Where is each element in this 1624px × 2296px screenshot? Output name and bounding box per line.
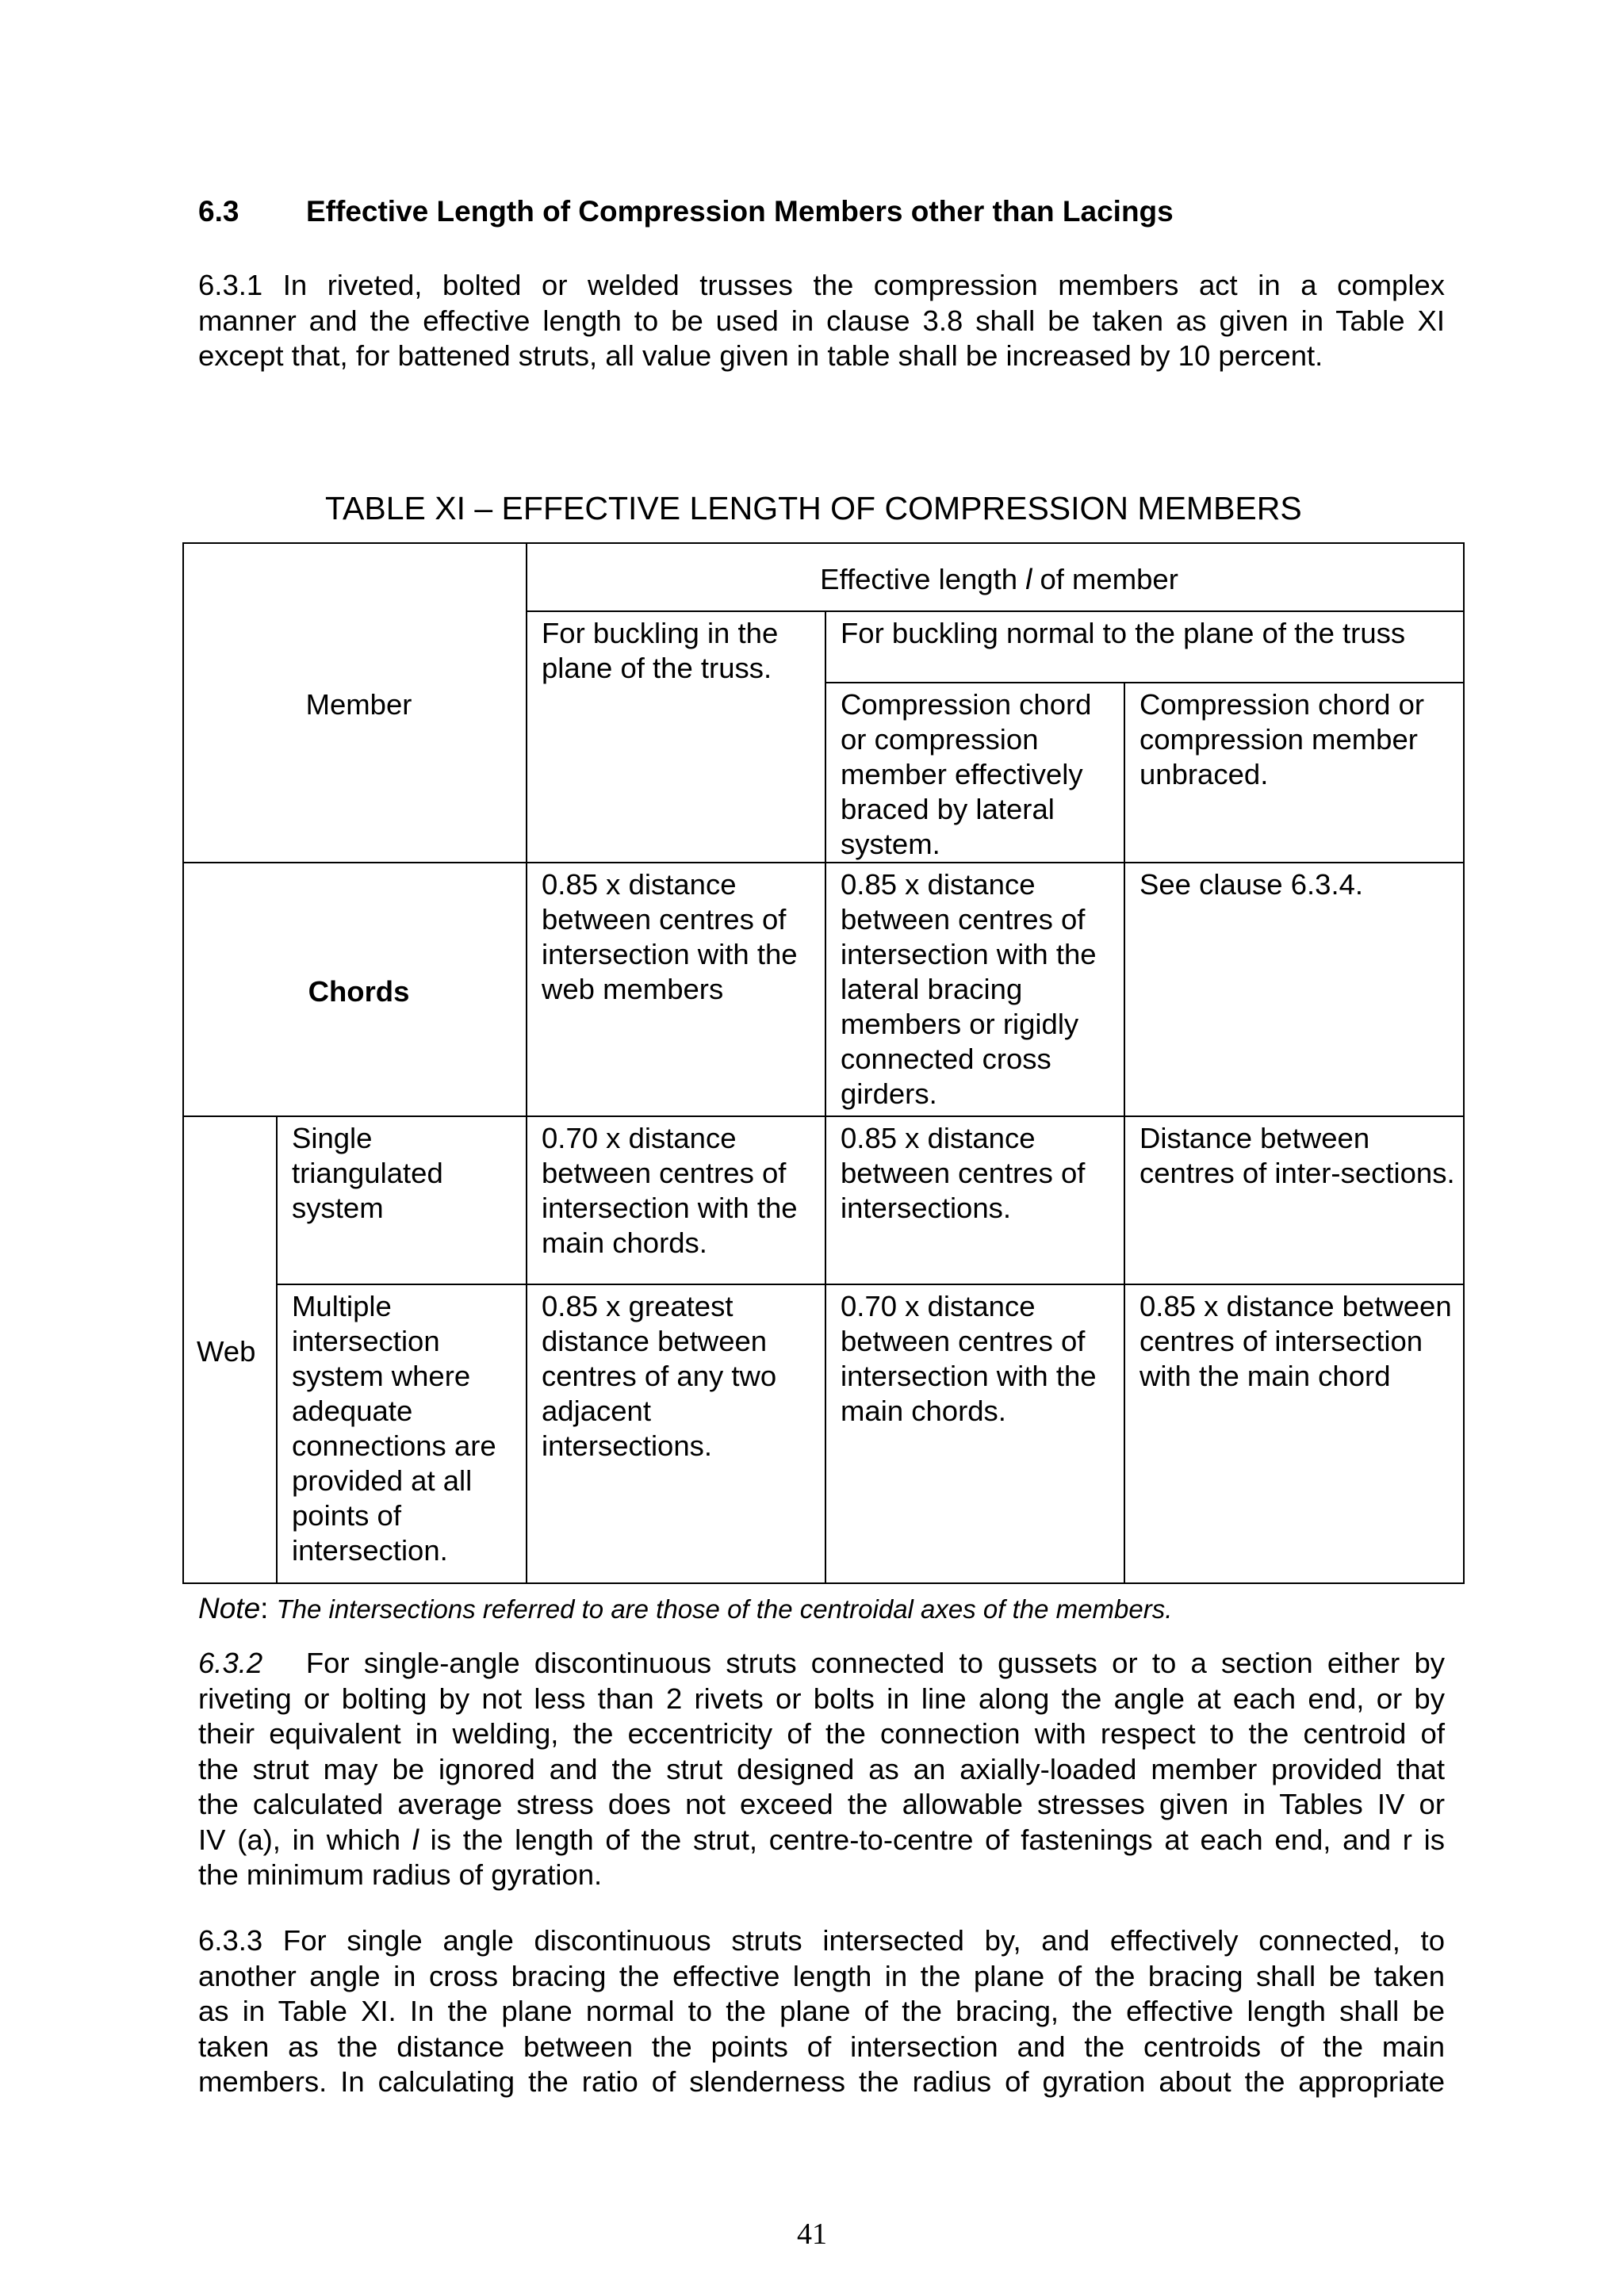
page-number: 41	[797, 2218, 827, 2251]
multiple-unbraced: 0.85 x distance between centres of intersection with the main chord	[1124, 1284, 1464, 1583]
header-unbraced: Compression chord or compression member unbraced.	[1124, 683, 1464, 863]
clause-number: 6.3.2	[198, 1647, 263, 1679]
section-title: Effective Length of Compression Members other than Lacings	[306, 195, 1174, 228]
header-effective-text: Effective length	[820, 562, 1026, 595]
paragraph-line: taken as the distance between the points of intersection and the centroids of the main	[198, 2030, 1445, 2063]
header-effective-length	[527, 543, 1464, 611]
paragraph-line-text: For single-angle discontinuous struts connected to gussets or to a section either by	[305, 1647, 1445, 1679]
paragraph-line: 6.3.1 In riveted, bolted or welded trusses the compression members act in a complex	[198, 269, 1445, 301]
chords-unbraced: See clause 6.3.4.	[1124, 863, 1464, 1116]
section-heading	[198, 195, 1174, 228]
section-number: 6.3	[198, 195, 239, 228]
effective-length-table	[182, 542, 1465, 1584]
header-braced: Compression chord or compression member effectively braced by lateral system.	[825, 683, 1124, 863]
chords-in-plane: 0.85 x distance between centres of intersection with the web members	[527, 863, 825, 1116]
length-symbol: l	[412, 1823, 419, 1856]
paragraph-line: 6.3.3 For single angle discontinuous struts intersected by, and effectively connected, to	[198, 1924, 1445, 1957]
multiple-intersection-label: Multiple intersection system where adequate connections are provided at all points of intersection.	[277, 1284, 527, 1583]
single-braced: 0.85 x distance between centres of intersections.	[825, 1116, 1124, 1284]
paragraph-line: their equivalent in welding, the eccentricity of the connection with respect to the centroid of	[198, 1717, 1445, 1750]
single-triangulated-label: Single triangulated system	[277, 1116, 527, 1284]
paragraph-line	[198, 1646, 1445, 1682]
row-web-label: Web	[183, 1116, 277, 1583]
paragraph-6-3-2	[198, 1646, 1445, 1893]
header-member: Member	[183, 543, 527, 863]
multiple-braced: 0.70 x distance between centres of intersection with the main chords.	[825, 1284, 1124, 1583]
paragraph-line: the minimum radius of gyration.	[198, 1858, 603, 1891]
note-text: The intersections referred to are those of the centroidal axes of the members.	[276, 1594, 1173, 1624]
paragraph-line: the calculated average stress does not exceed the allowable stresses given in Tables IV or	[198, 1788, 1445, 1820]
paragraph-6-3-1	[198, 268, 1445, 374]
table-title: TABLE XI – EFFECTIVE LENGTH OF COMPRESSION MEMBERS	[325, 490, 1302, 526]
header-in-plane: For buckling in the plane of the truss.	[527, 611, 825, 863]
paragraph-line-text: is the length of the strut, centre-to-centre of fastenings at each end, and r is	[418, 1823, 1445, 1856]
single-unbraced: Distance between centres of inter-sections.	[1124, 1116, 1464, 1284]
paragraph-line: manner and the effective length to be used in clause 3.8 shall be taken as given in Table XI	[198, 304, 1445, 337]
multiple-in-plane: 0.85 x greatest distance between centres of any two adjacent intersections.	[527, 1284, 825, 1583]
paragraph-line: members. In calculating the ratio of slenderness the radius of gyration about the appropriate	[198, 2065, 1445, 2098]
paragraph-line: except that, for battened struts, all value given in table shall be increased by 10 percent.	[198, 339, 1323, 372]
paragraph-line: riveting or bolting by not less than 2 rivets or bolts in line along the angle at each end, or by	[198, 1682, 1445, 1715]
header-effective-symbol: l	[1025, 562, 1032, 595]
paragraph-line: as in Table XI. In the plane normal to the plane of the bracing, the effective length shall be	[198, 1995, 1445, 2027]
row-chords-label: Chords	[183, 863, 527, 1116]
chords-braced: 0.85 x distance between centres of intersection with the lateral bracing members or rigidly connected cross girders.	[825, 863, 1124, 1116]
paragraph-line	[198, 1823, 1445, 1858]
paragraph-6-3-3	[198, 1923, 1445, 2100]
paragraph-line: another angle in cross bracing the effective length in the plane of the bracing shall be taken	[198, 1959, 1445, 1992]
header-effective-text-end: of member	[1032, 562, 1178, 595]
paragraph-line-text: IV (a), in which	[198, 1823, 412, 1856]
table-note: Note: The intersections referred to are those of the centroidal axes of the members.	[198, 1592, 1173, 1624]
note-label: Note	[198, 1592, 261, 1624]
header-normal-plane: For buckling normal to the plane of the truss	[825, 611, 1464, 683]
single-in-plane: 0.70 x distance between centres of intersection with the main chords.	[527, 1116, 825, 1284]
paragraph-line: the strut may be ignored and the strut designed as an axially-loaded member provided that	[198, 1752, 1445, 1785]
